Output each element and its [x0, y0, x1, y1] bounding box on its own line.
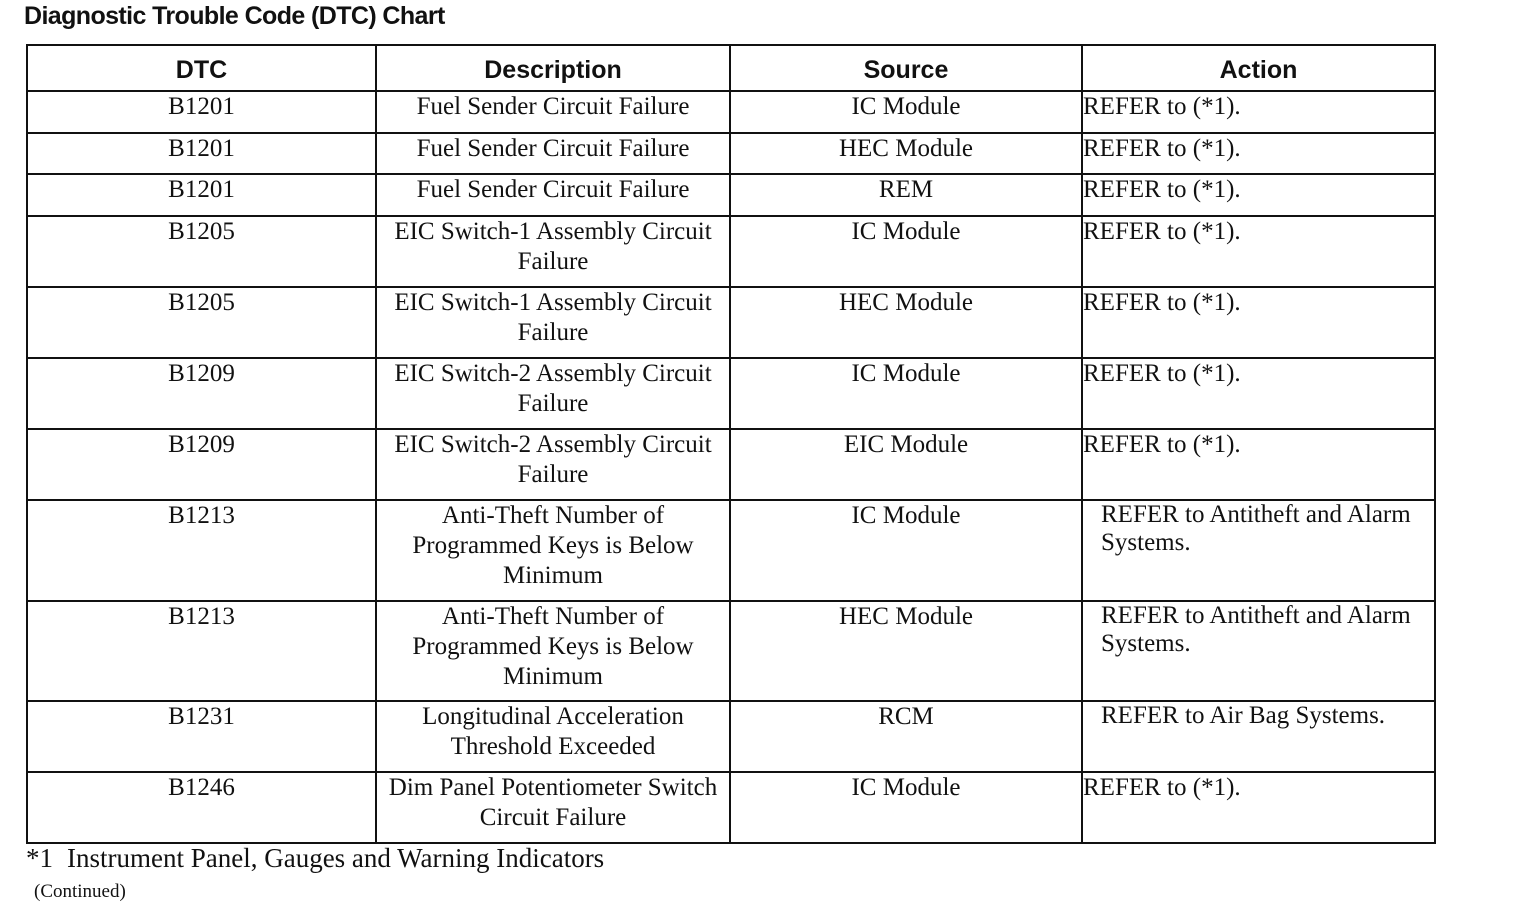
table-row: [27, 701, 1435, 772]
table-row: [27, 772, 1435, 843]
dtc-source: EIC Module: [730, 429, 1082, 500]
dtc-description: EIC Switch-2 Assembly Circuit Failure: [376, 429, 730, 500]
dtc-source: IC Module: [730, 91, 1082, 133]
dtc-description: Anti-Theft Number of Programmed Keys is Below Minimum: [376, 601, 730, 701]
dtc-table: [26, 44, 1436, 844]
dtc-action: REFER to Air Bag Systems.: [1082, 701, 1435, 772]
dtc-description: Anti-Theft Number of Programmed Keys is Below Minimum: [376, 500, 730, 601]
footnote: [26, 843, 604, 874]
dtc-code: B1231: [27, 701, 376, 772]
dtc-code: B1205: [27, 216, 376, 287]
dtc-source: REM: [730, 174, 1082, 216]
column-header-action: Action: [1082, 45, 1435, 91]
dtc-source: HEC Module: [730, 133, 1082, 174]
column-header-dtc: DTC: [27, 45, 376, 91]
dtc-source: IC Module: [730, 358, 1082, 429]
dtc-source: HEC Module: [730, 287, 1082, 358]
dtc-action: REFER to (*1).: [1082, 772, 1435, 843]
dtc-description: EIC Switch-1 Assembly Circuit Failure: [376, 287, 730, 358]
dtc-action: REFER to (*1).: [1082, 91, 1435, 133]
dtc-description: EIC Switch-1 Assembly Circuit Failure: [376, 216, 730, 287]
dtc-code: B1209: [27, 429, 376, 500]
dtc-action: REFER to (*1).: [1082, 133, 1435, 174]
dtc-action: REFER to (*1).: [1082, 287, 1435, 358]
dtc-source: IC Module: [730, 500, 1082, 601]
dtc-code: B1209: [27, 358, 376, 429]
table-row: [27, 601, 1435, 701]
dtc-code: B1201: [27, 174, 376, 216]
dtc-code: B1213: [27, 601, 376, 701]
dtc-source: HEC Module: [730, 601, 1082, 701]
dtc-description: Fuel Sender Circuit Failure: [376, 133, 730, 174]
column-header-source: Source: [730, 45, 1082, 91]
dtc-description: Fuel Sender Circuit Failure: [376, 174, 730, 216]
footnote-text: Instrument Panel, Gauges and Warning Indicators: [67, 843, 605, 873]
page-title: Diagnostic Trouble Code (DTC) Chart: [24, 2, 445, 30]
dtc-action: REFER to Antitheft and Alarm Systems.: [1082, 500, 1435, 601]
dtc-action: REFER to (*1).: [1082, 216, 1435, 287]
dtc-code: B1246: [27, 772, 376, 843]
table-row: [27, 133, 1435, 174]
dtc-code: B1213: [27, 500, 376, 601]
table-row: [27, 216, 1435, 287]
continued-label: (Continued): [34, 881, 126, 902]
dtc-action: REFER to (*1).: [1082, 429, 1435, 500]
dtc-source: IC Module: [730, 216, 1082, 287]
dtc-code: B1205: [27, 287, 376, 358]
dtc-action: REFER to (*1).: [1082, 358, 1435, 429]
dtc-source: IC Module: [730, 772, 1082, 843]
dtc-code: B1201: [27, 91, 376, 133]
table-row: [27, 358, 1435, 429]
dtc-action: REFER to (*1).: [1082, 174, 1435, 216]
table-row: [27, 429, 1435, 500]
table-row: [27, 287, 1435, 358]
table-row: [27, 91, 1435, 133]
dtc-description: EIC Switch-2 Assembly Circuit Failure: [376, 358, 730, 429]
table-row: [27, 174, 1435, 216]
dtc-action: REFER to Antitheft and Alarm Systems.: [1082, 601, 1435, 701]
column-header-description: Description: [376, 45, 730, 91]
dtc-description: Dim Panel Potentiometer Switch Circuit Failure: [376, 772, 730, 843]
dtc-description: Longitudinal Acceleration Threshold Exceeded: [376, 701, 730, 772]
dtc-source: RCM: [730, 701, 1082, 772]
dtc-description: Fuel Sender Circuit Failure: [376, 91, 730, 133]
dtc-code: B1201: [27, 133, 376, 174]
table-header-row: [27, 45, 1435, 91]
table-row: [27, 500, 1435, 601]
footnote-mark: *1: [26, 843, 53, 873]
